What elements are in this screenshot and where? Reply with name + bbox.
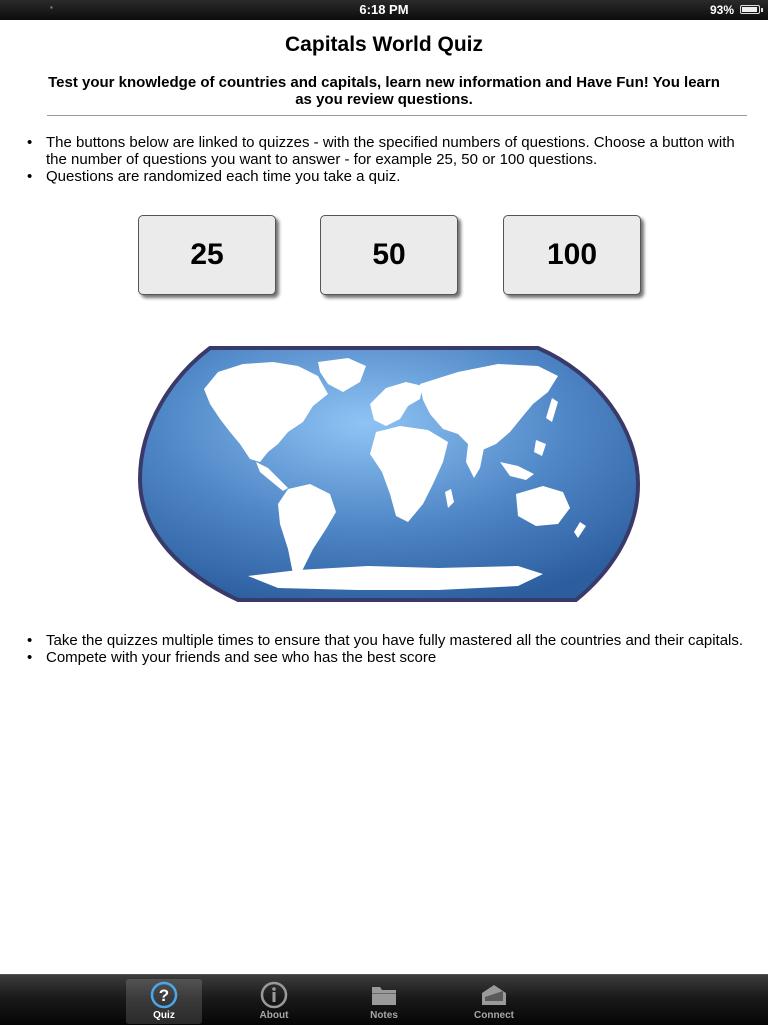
folder-icon <box>369 981 399 1009</box>
list-item: • The buttons below are linked to quizzes - with the specified numbers of questions. Choose a button with the number of questions you want to answer - for example 25, 50 or 100 questions. <box>24 134 744 168</box>
page-subtitle: Test your knowledge of countries and capitals, learn new information and Have Fun! You learn as you review questions. <box>48 74 720 108</box>
tab-connect-label: Connect <box>474 1010 514 1021</box>
status-bar <box>0 0 768 20</box>
tab-quiz[interactable] <box>126 979 202 1024</box>
world-map-image <box>138 344 640 604</box>
quiz-25-button[interactable]: 25 <box>138 215 276 295</box>
quiz-50-button[interactable]: 50 <box>320 215 458 295</box>
tab-notes[interactable] <box>346 979 422 1024</box>
tab-notes-label: Notes <box>370 1010 398 1021</box>
tab-quiz-label: Quiz <box>153 1010 175 1021</box>
envelope-icon <box>479 981 509 1009</box>
list-item: • Questions are randomized each time you take a quiz. <box>24 168 744 185</box>
page-title: Capitals World Quiz <box>285 33 483 56</box>
list-item: • Take the quizzes multiple times to ensure that you have fully mastered all the countries and their capitals. <box>24 632 744 649</box>
intro-bullet-list <box>24 134 744 185</box>
quiz-100-button[interactable]: 100 <box>503 215 641 295</box>
svg-text:?: ? <box>158 986 170 1005</box>
question-icon <box>149 981 179 1009</box>
battery-percent: 93% <box>709 3 734 17</box>
world-map-icon <box>138 344 640 604</box>
tab-connect[interactable] <box>456 979 532 1024</box>
list-item: • Compete with your friends and see who has the best score <box>24 649 744 666</box>
battery-icon <box>740 5 760 14</box>
info-icon <box>259 981 289 1009</box>
signal-indicator: ▪ <box>50 3 53 12</box>
status-time: 6:18 PM <box>359 2 409 17</box>
battery-fill <box>742 7 757 12</box>
tab-bar <box>0 974 768 1025</box>
tab-about-label: About <box>259 1010 289 1021</box>
tab-about[interactable] <box>236 979 312 1024</box>
divider <box>47 115 747 116</box>
outro-bullet-list <box>24 632 744 666</box>
